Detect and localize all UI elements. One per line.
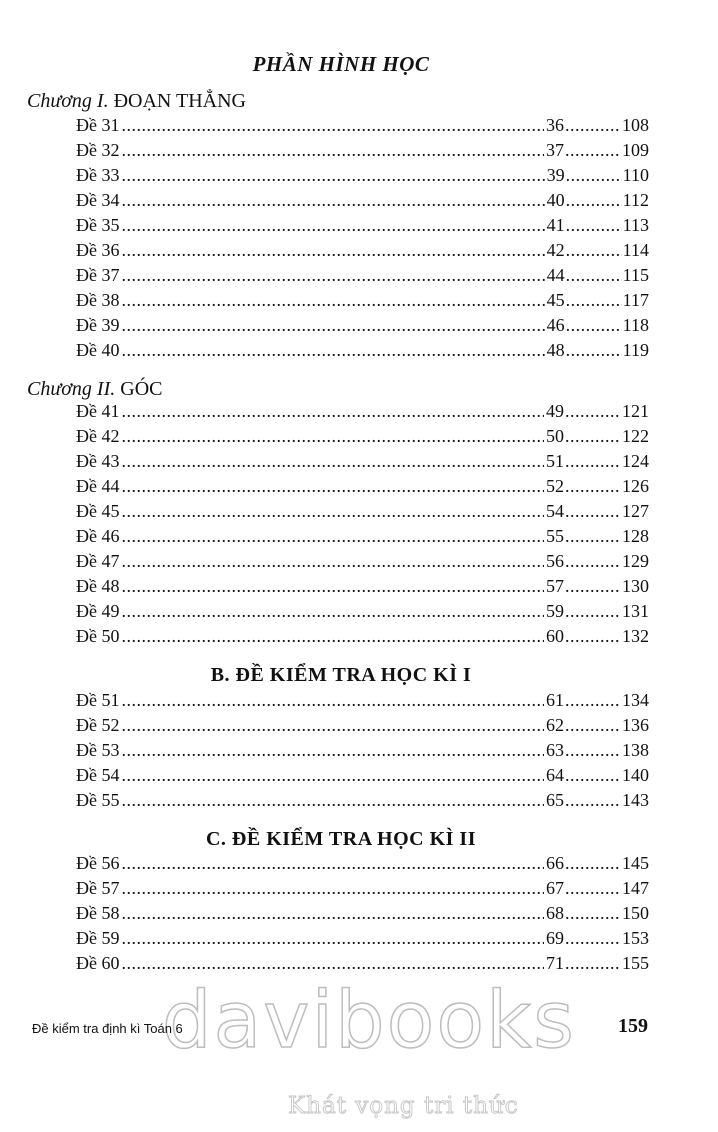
entry-label: Đề 50 [76, 626, 120, 646]
dot-leader [566, 215, 622, 237]
dot-leader [122, 340, 545, 362]
answer-page: 112 [622, 190, 649, 210]
question-page: 36 [546, 115, 564, 135]
footer-book-title: Đề kiểm tra định kì Toán 6 [32, 1021, 183, 1036]
question-page: 67 [546, 878, 564, 898]
dot-leader [122, 765, 545, 787]
answer-page: 150 [622, 903, 649, 923]
answer-page: 128 [622, 526, 649, 546]
dot-leader [122, 190, 545, 212]
answer-page: 119 [622, 340, 649, 360]
answer-page: 140 [622, 765, 649, 785]
toc-row[interactable] [76, 928, 649, 952]
dot-leader [122, 576, 545, 598]
dot-leader [122, 451, 545, 473]
dot-leader [565, 903, 621, 925]
dot-leader [565, 715, 621, 737]
entry-label: Đề 33 [76, 165, 120, 185]
dot-leader [565, 626, 621, 648]
entry-label: Đề 38 [76, 290, 120, 310]
page-number: 159 [618, 1015, 648, 1037]
dot-leader [122, 853, 545, 875]
chapter-label: Chương I. [27, 90, 109, 112]
dot-leader [565, 115, 621, 137]
dot-leader [122, 715, 545, 737]
question-page: 61 [546, 690, 564, 710]
dot-leader [122, 315, 545, 337]
question-page: 48 [546, 340, 565, 360]
entry-label: Đề 45 [76, 501, 120, 521]
question-page: 60 [546, 626, 564, 646]
answer-page: 136 [622, 715, 649, 735]
question-page: 39 [546, 165, 565, 185]
dot-leader [566, 240, 622, 262]
toc-row[interactable] [76, 315, 649, 339]
entry-label: Đề 40 [76, 340, 120, 360]
dot-leader [565, 953, 621, 975]
dot-leader [122, 476, 545, 498]
dot-leader [565, 426, 621, 448]
question-page: 65 [546, 790, 564, 810]
question-page: 45 [546, 290, 565, 310]
toc-row[interactable] [76, 526, 649, 550]
dot-leader [122, 140, 545, 162]
answer-page: 132 [622, 626, 649, 646]
question-page: 55 [546, 526, 564, 546]
dot-leader [122, 115, 545, 137]
toc-row[interactable] [76, 265, 649, 289]
toc-row[interactable] [76, 290, 649, 314]
answer-page: 114 [622, 240, 649, 260]
question-page: 71 [546, 953, 564, 973]
answer-page: 155 [622, 953, 649, 973]
entry-label: Đề 31 [76, 115, 120, 135]
chapter-name: ĐOẠN THẲNG [113, 90, 246, 112]
question-page: 46 [546, 315, 565, 335]
dot-leader [122, 601, 545, 623]
dot-leader [565, 476, 621, 498]
toc-row[interactable] [76, 790, 649, 814]
entry-label: Đề 55 [76, 790, 120, 810]
toc-row[interactable] [76, 240, 649, 264]
toc-row[interactable] [76, 190, 649, 214]
dot-leader [565, 401, 621, 423]
entry-label: Đề 58 [76, 903, 120, 923]
dot-leader [122, 426, 545, 448]
dot-leader [122, 953, 545, 975]
chapter-heading-1 [27, 90, 246, 113]
dot-leader [122, 240, 545, 262]
dot-leader [122, 626, 545, 648]
entry-label: Đề 36 [76, 240, 120, 260]
entry-label: Đề 32 [76, 140, 120, 160]
entry-label: Đề 37 [76, 265, 120, 285]
dot-leader [565, 740, 621, 762]
dot-leader [566, 265, 622, 287]
question-page: 40 [546, 190, 565, 210]
answer-page: 109 [622, 140, 649, 160]
toc-row[interactable] [76, 551, 649, 575]
toc-row[interactable] [76, 215, 649, 239]
dot-leader [566, 290, 622, 312]
toc-row[interactable] [76, 576, 649, 600]
dot-leader [122, 265, 545, 287]
toc-row[interactable] [76, 426, 649, 450]
entry-label: Đề 52 [76, 715, 120, 735]
answer-page: 145 [622, 853, 649, 873]
page-title: PHẦN HÌNH HỌC [252, 52, 430, 76]
question-page: 52 [546, 476, 564, 496]
toc-row[interactable] [76, 765, 649, 789]
toc-row[interactable] [76, 340, 649, 364]
question-page: 37 [546, 140, 564, 160]
answer-page: 130 [622, 576, 649, 596]
answer-page: 110 [622, 165, 649, 185]
answer-page: 147 [622, 878, 649, 898]
dot-leader [565, 790, 621, 812]
dot-leader [565, 526, 621, 548]
toc-row[interactable] [76, 601, 649, 625]
entry-label: Đề 35 [76, 215, 120, 235]
question-page: 63 [546, 740, 564, 760]
answer-page: 115 [622, 265, 649, 285]
dot-leader [122, 790, 545, 812]
toc-row[interactable] [76, 140, 649, 164]
dot-leader [122, 401, 545, 423]
toc-row[interactable] [76, 165, 649, 189]
answer-page: 153 [622, 928, 649, 948]
dot-leader [565, 765, 621, 787]
dot-leader [122, 165, 545, 187]
dot-leader [565, 140, 621, 162]
entry-label: Đề 53 [76, 740, 120, 760]
entry-label: Đề 54 [76, 765, 120, 785]
watermark-logo: davibooks [162, 976, 576, 1066]
toc-row[interactable] [76, 740, 649, 764]
dot-leader [566, 190, 622, 212]
question-page: 59 [546, 601, 564, 621]
answer-page: 138 [622, 740, 649, 760]
question-page: 51 [546, 451, 564, 471]
dot-leader [122, 903, 545, 925]
entry-label: Đề 51 [76, 690, 120, 710]
entry-label: Đề 60 [76, 953, 120, 973]
dot-leader [122, 290, 545, 312]
answer-page: 143 [622, 790, 649, 810]
question-page: 57 [546, 576, 564, 596]
entry-label: Đề 39 [76, 315, 120, 335]
dot-leader [565, 451, 621, 473]
toc-row[interactable] [76, 690, 649, 714]
watermark-slogan: Khát vọng tri thức [288, 1093, 519, 1119]
question-page: 62 [546, 715, 564, 735]
question-page: 54 [546, 501, 564, 521]
entry-label: Đề 59 [76, 928, 120, 948]
answer-page: 126 [622, 476, 649, 496]
answer-page: 127 [622, 501, 649, 521]
answer-page: 118 [622, 315, 649, 335]
question-page: 42 [546, 240, 565, 260]
answer-page: 131 [622, 601, 649, 621]
dot-leader [122, 740, 545, 762]
toc-row[interactable] [76, 501, 649, 525]
entry-label: Đề 44 [76, 476, 120, 496]
dot-leader [565, 501, 621, 523]
dot-leader [122, 690, 545, 712]
dot-leader [565, 853, 621, 875]
entry-label: Đề 47 [76, 551, 120, 571]
answer-page: 113 [622, 215, 649, 235]
answer-page: 122 [622, 426, 649, 446]
entry-label: Đề 56 [76, 853, 120, 873]
dot-leader [565, 928, 621, 950]
dot-leader [566, 340, 622, 362]
answer-page: 129 [622, 551, 649, 571]
toc-row[interactable] [76, 476, 649, 500]
answer-page: 117 [622, 290, 649, 310]
entry-label: Đề 57 [76, 878, 120, 898]
chapter-name: GÓC [120, 378, 163, 400]
dot-leader [122, 878, 545, 900]
toc-row[interactable] [76, 853, 649, 877]
dot-leader [565, 878, 621, 900]
question-page: 49 [546, 401, 564, 421]
question-page: 68 [546, 903, 564, 923]
section-heading-b: B. ĐỀ KIỂM TRA HỌC KÌ I [210, 664, 472, 686]
question-page: 41 [546, 215, 565, 235]
toc-row[interactable] [76, 953, 649, 977]
question-page: 69 [546, 928, 564, 948]
toc-row[interactable] [76, 451, 649, 475]
question-page: 50 [546, 426, 564, 446]
answer-page: 121 [622, 401, 649, 421]
dot-leader [122, 215, 545, 237]
entry-label: Đề 42 [76, 426, 120, 446]
dot-leader [122, 551, 545, 573]
question-page: 44 [546, 265, 565, 285]
answer-page: 124 [622, 451, 649, 471]
chapter-heading-2 [27, 378, 162, 401]
answer-page: 108 [622, 115, 649, 135]
question-page: 56 [546, 551, 564, 571]
toc-row[interactable] [76, 878, 649, 902]
entry-label: Đề 41 [76, 401, 120, 421]
entry-label: Đề 48 [76, 576, 120, 596]
entry-label: Đề 46 [76, 526, 120, 546]
dot-leader [565, 551, 621, 573]
dot-leader [122, 928, 545, 950]
dot-leader [566, 315, 622, 337]
dot-leader [566, 165, 622, 187]
section-heading-c: C. ĐỀ KIỂM TRA HỌC KÌ II [205, 828, 476, 850]
toc-row[interactable] [76, 401, 649, 425]
dot-leader [565, 690, 621, 712]
dot-leader [122, 526, 545, 548]
dot-leader [122, 501, 545, 523]
toc-row[interactable] [76, 115, 649, 139]
chapter-label: Chương II. [27, 378, 116, 400]
toc-row[interactable] [76, 626, 649, 650]
question-page: 64 [546, 765, 564, 785]
question-page: 66 [546, 853, 564, 873]
dot-leader [565, 601, 621, 623]
entry-label: Đề 34 [76, 190, 120, 210]
toc-row[interactable] [76, 903, 649, 927]
entry-label: Đề 43 [76, 451, 120, 471]
dot-leader [565, 576, 621, 598]
toc-row[interactable] [76, 715, 649, 739]
entry-label: Đề 49 [76, 601, 120, 621]
answer-page: 134 [622, 690, 649, 710]
